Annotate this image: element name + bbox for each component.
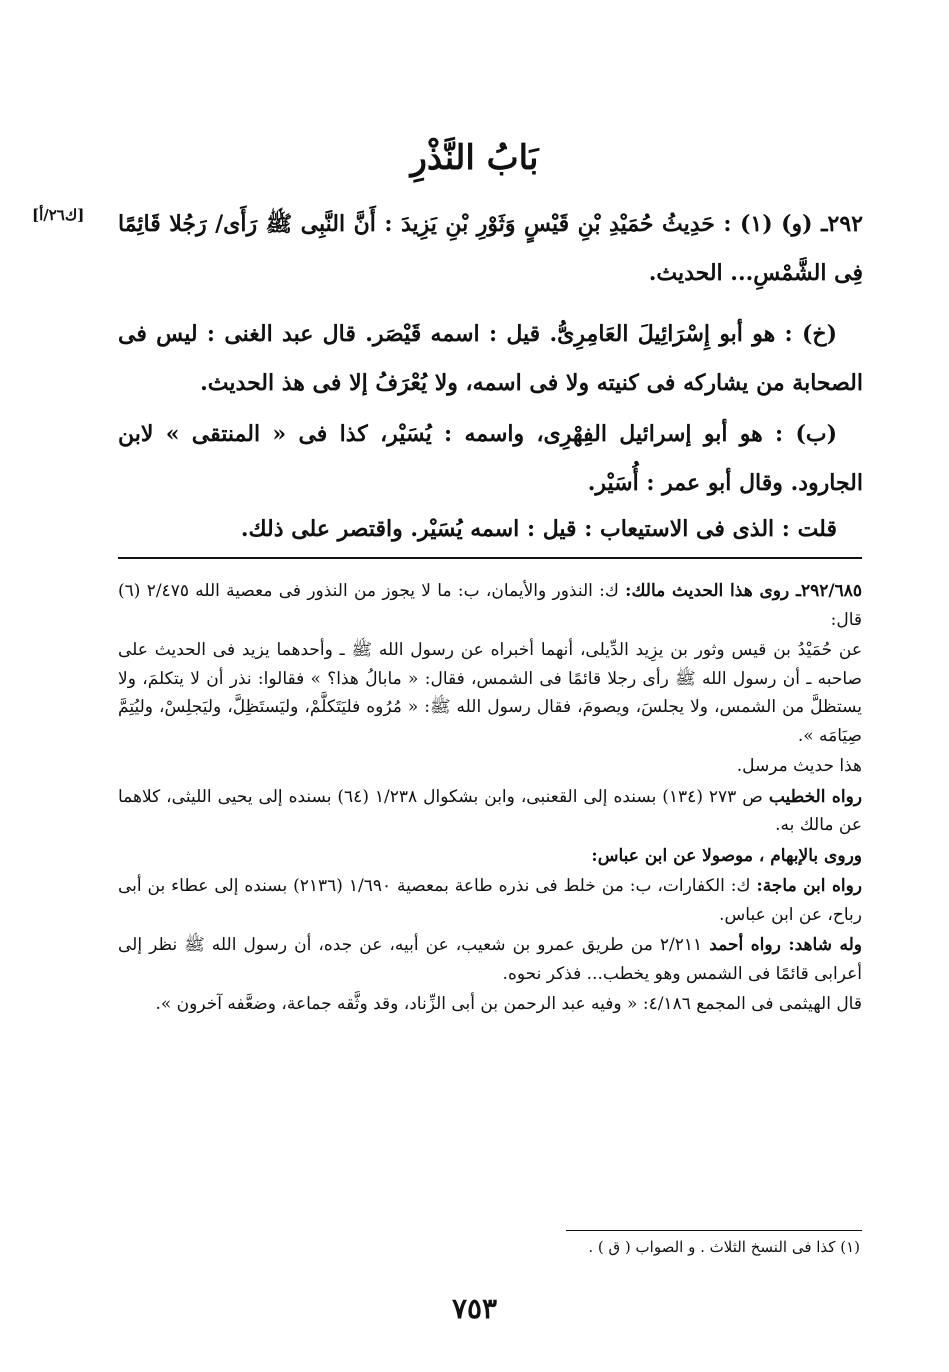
margin-note: [ك٢٦/أ] xyxy=(32,206,85,224)
note-bold: وله شاهد: رواه أحمد xyxy=(709,935,862,955)
note-paragraph xyxy=(118,577,862,634)
note-paragraph xyxy=(118,872,862,929)
section-divider xyxy=(118,557,862,559)
note-bold: وروى بالإبهام ، موصولا عن ابن عباس: xyxy=(591,845,862,866)
main-paragraph-1: ٢٩٢ـ (و) (١) : حَدِيثُ حُمَيْدِ بْنِ قَيْسٍ وَثَوْرِ بْنِ يَزِيدَ : أَنَّ النَّبِى ﷺ رَأَى/ رَجُلا قَائِمًا فِى الشَّمْسِ... الحديث. xyxy=(118,211,863,286)
main-paragraph-3: (ب) : هو أبو إسرائيل الفِهْرِى، واسمه : يُسَيْر، كذا فى « المنتقى » لابن الجارود. وقال أبو عمر : أُسَيْر. xyxy=(118,421,863,496)
note-bold: ٢٩٢/٦٨٥ـ روى هذا الحديث مالك: xyxy=(625,581,862,601)
note-text: عن حُمَيْدُ بن قيس وثور بن يزِيد الدِّيلى، أنهما أخبراه عن رسول الله ﷺ ـ وأحدهما يزيد فى الحديث على صاحبه ـ أن رسول الله ﷺ رأى رجلا قائمًا فى الشمس، فقال: « مابالُ هذا؟ » فقالوا: نذر أن لا يتكلمَ، ولا يستظلَّ من الشمس، ولا يجلسَ، ويصومَ، فقال رسول الله ﷺ: « مُرُوه فليَتَكلَّمْ، وليَستَظِلَّ، وليَجلِسْ، وليُتِمَّ صِيَامَه ». xyxy=(118,640,862,746)
note-paragraph xyxy=(118,990,862,1019)
note-paragraph xyxy=(118,931,862,988)
main-paragraph-4: قلت : الذى فى الاستيعاب : قيل : اسمه يُسَيْر. واقتصر على ذلك. xyxy=(240,516,837,542)
footnote: (١) كذا فى النسخ الثلاث . و الصواب ( ق ) . xyxy=(588,1238,860,1256)
main-paragraph-2: (خ) : هو أبو إِسْرَائِيلَ العَامِرِىُّ. قيل : اسمه قَيْصَر. قال عبد الغنى : ليس فى الصحابة من يشاركه فى كنيته ولا فى اسمه، ولا يُعْرَفُ إلا فى هذ الحديث. xyxy=(118,321,863,396)
commentary-notes xyxy=(118,577,862,1021)
note-text: ٢/٢١١ من طريق عمرو بن شعيب، عن أبيه، عن جده، أن رسول الله ﷺ نظر إلى أعرابى قائمًا فى الشمس وهو يخطب... فذكر نحوه. xyxy=(118,935,862,984)
note-text: ك: الكفارات، ب: من خلط فى نذره طاعة بمعصية ١/٦٩٠ (٢١٣٦) بسنده إلى عطاء بن أبى رباح، عن ابن عباس. xyxy=(118,876,862,925)
note-bold: رواه الخطيب xyxy=(768,786,862,807)
note-text: هذا حديث مرسل. xyxy=(736,756,862,776)
note-paragraph xyxy=(118,842,862,871)
note-text: ص ٢٧٣ (١٣٤) بسنده إلى القعنبى، وابن بشكوال ١/٢٣٨ (٦٤) بسنده إلى يحيى الليثى، كلاهما عن مالك به. xyxy=(118,786,862,835)
chapter-title: بَابُ النَّذْرِ xyxy=(410,138,539,178)
note-text: قال الهيثمى فى المجمع ٤/١٨٦: « وفيه عبد الرحمن بن أبى الزِّناد، وقد وثَّقه جماعة، وضعَّفه آخرون ». xyxy=(155,994,862,1014)
footnote-divider xyxy=(566,1230,862,1231)
note-paragraph xyxy=(118,783,862,840)
note-paragraph xyxy=(118,752,862,781)
page-number: ٧٥٣ xyxy=(451,1292,498,1325)
note-text: ك: النذور والأيمان، ب: ما لا يجوز من النذور فى معصية الله ٢/٤٧٥ (٦) قال: xyxy=(118,581,862,630)
note-bold: رواه ابن ماجة: xyxy=(756,876,862,896)
note-paragraph xyxy=(118,636,862,750)
